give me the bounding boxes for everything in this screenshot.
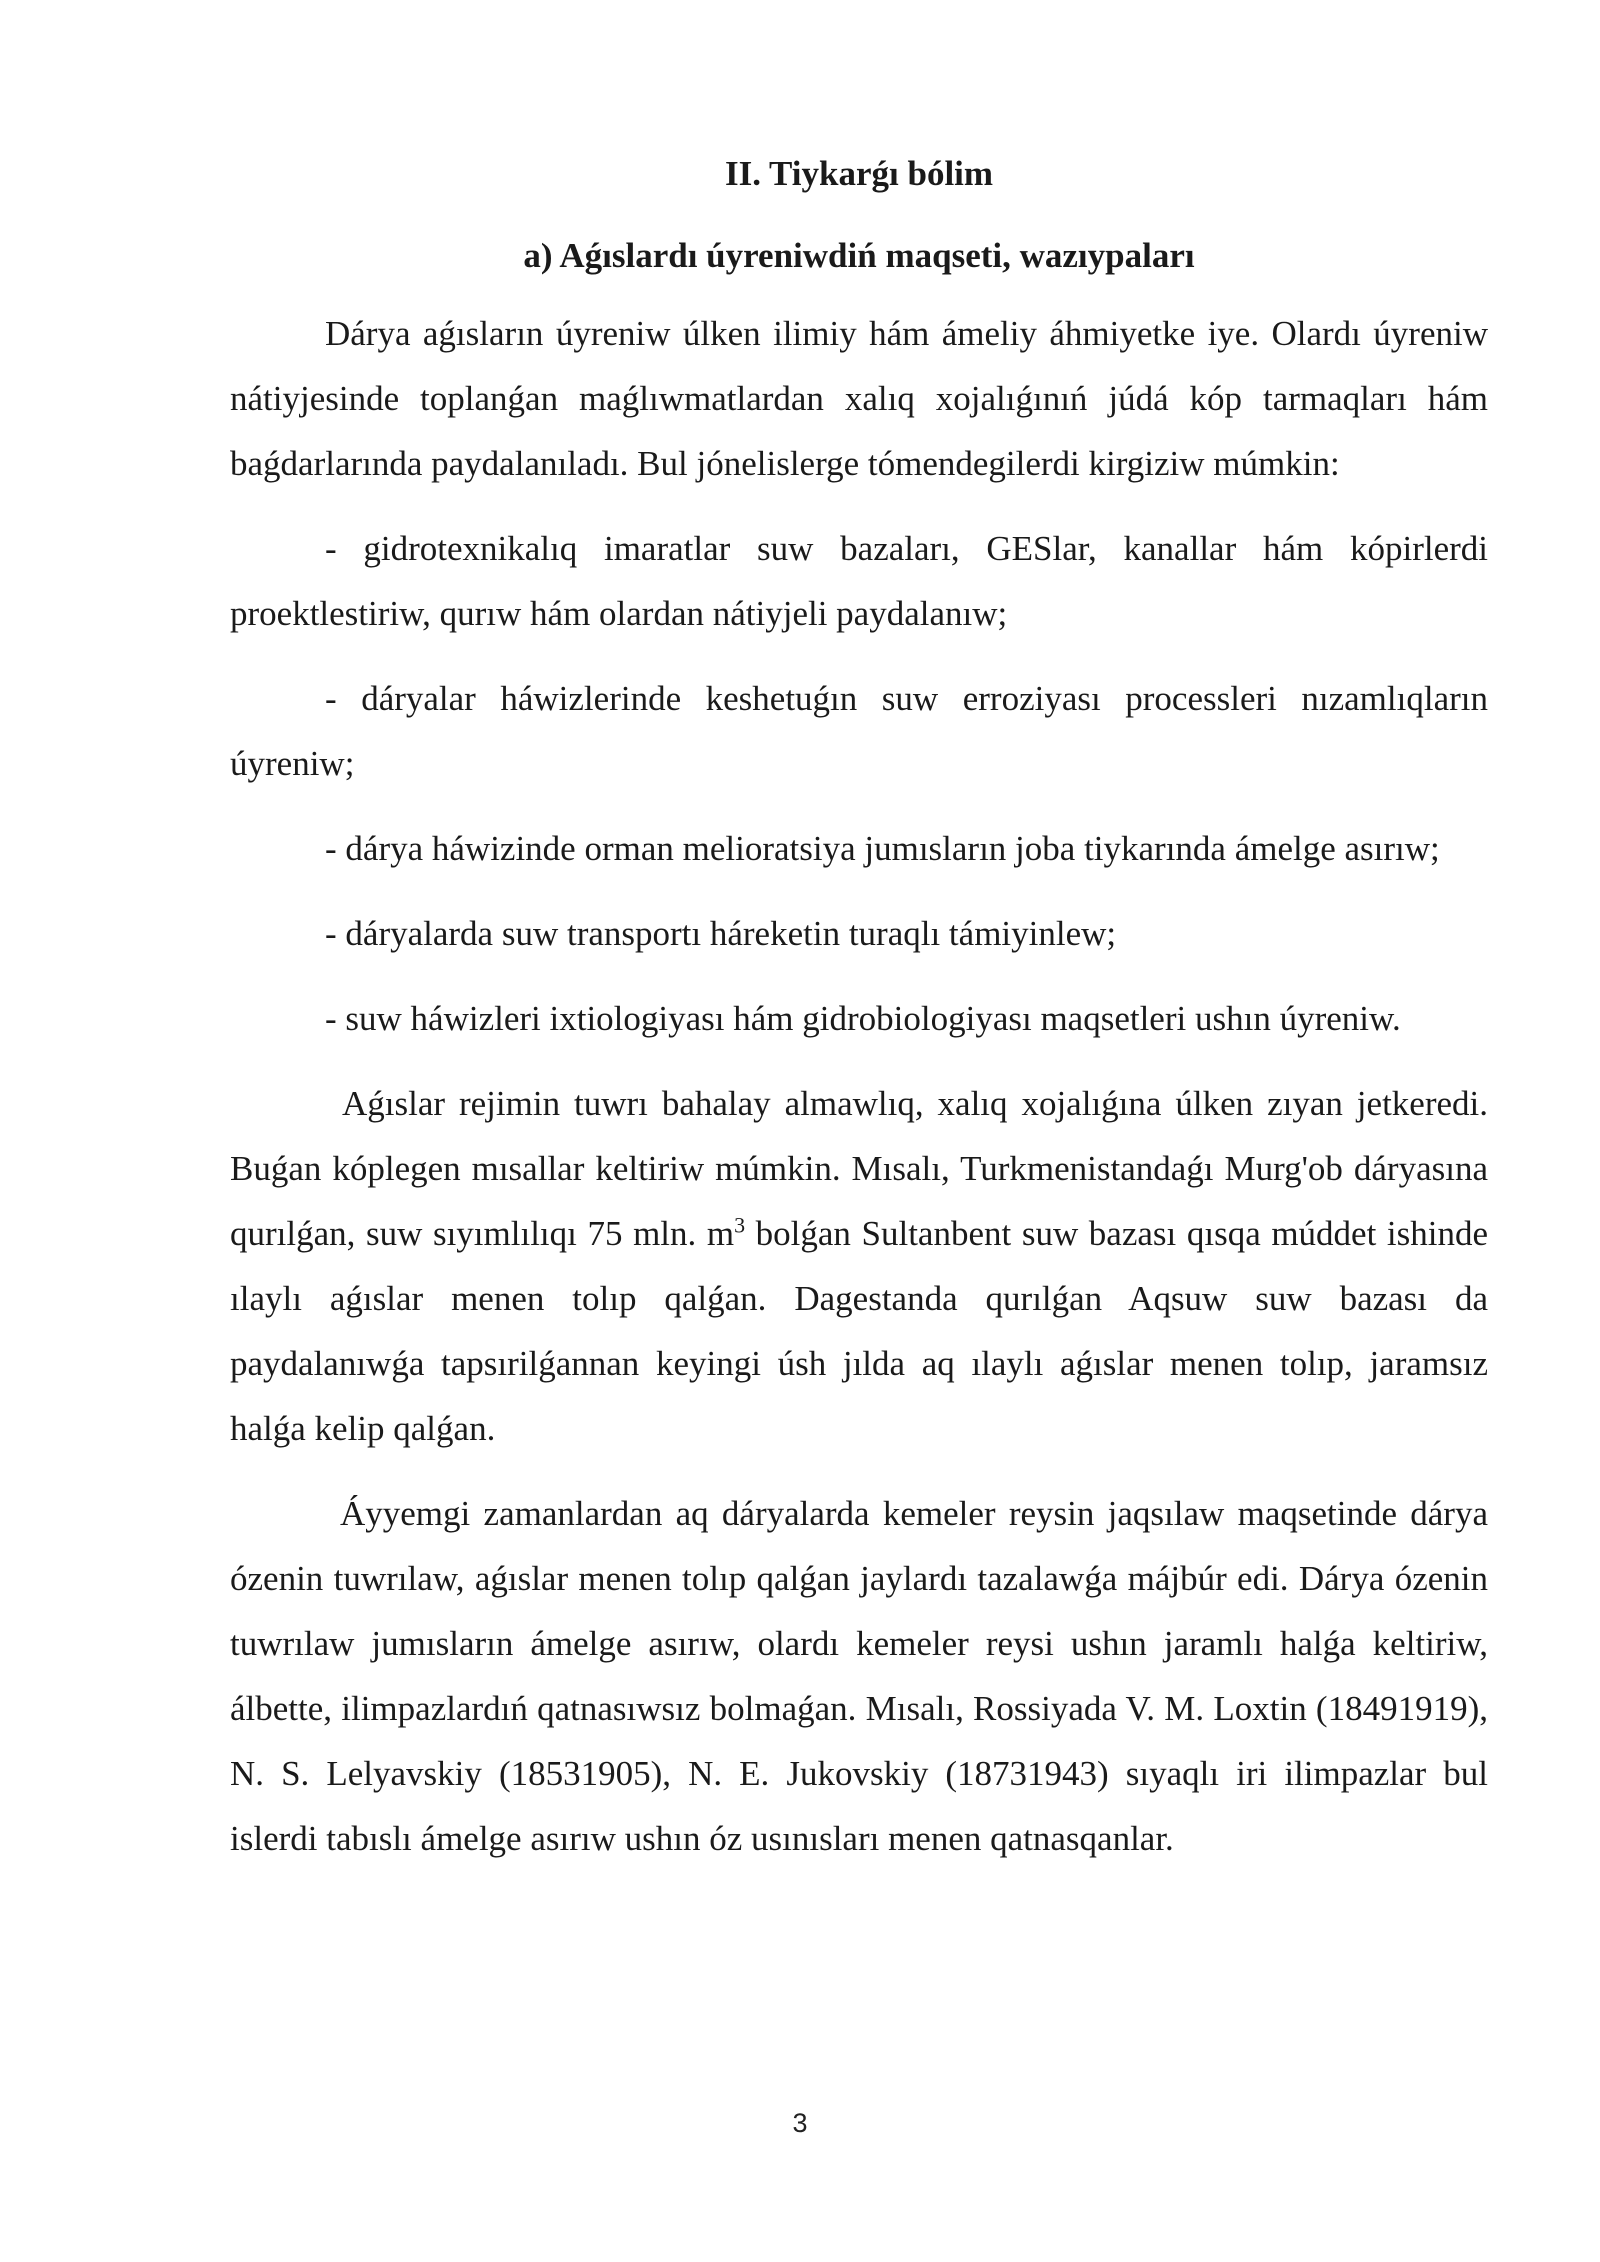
cubic-superscript: 3 [734,1212,746,1238]
section-title: II. Tiykarǵı bólim [724,154,994,193]
page-number: 3 [792,2108,808,2138]
bullet-item: - gidrotexnikalıq imaratlar suw bazaları, GESlar, kanallar hám kópirlerdi proektlestiriw, qurıw hám olardan nátiyjeli paydalanıw; [230,529,1488,633]
reservoir-text-start: Aǵıslar rejimin tuwrı bahalay almawlıq, xalıq xojalıǵına úlken zıyan jetkeredi. Buǵan kóplegen mısallar keltiriw múmkin. Mısalı, Turkmenistandaǵı Murg'ob dáryasına qurılǵan, suw sıyımlılıqı 75 mln. m [230,1084,1488,1253]
bullet-item: - dáryalar háwizlerinde keshetuǵın suw erroziyası processleri nızamlıqların úyreniw; [230,679,1488,783]
intro-paragraph: Dárya aǵısların úyreniw úlken ilimiy hám ámeliy áhmiyetke iye. Olardı úyreniw nátiyjesinde toplanǵan maǵlıwmatlardan xalıq xojalıǵınıń júdá kóp tarmaqları hám baǵdarlarında paydalanıladı. Bul jónelislerge tómendegilerdi kirgiziw múmkin: [230,314,1488,483]
bullet-item: - dárya háwizinde orman melioratsiya jumısların joba tiykarında ámelge asırıw; [325,829,1440,868]
history-paragraph: Áyyemgi zamanlardan aq dáryalarda kemeler reysin jaqsılaw maqsetinde dárya ózenin tuwrılaw, aǵıslar menen tolıp qalǵan jaylardı tazalawǵa májbúr edi. Dárya ózenin tuwrılaw jumısların ámelge asırıw, olardı kemeler reysi ushın jaramlı halǵa keltiriw, álbette, ilimpazlardıń qatnasıwsız bolmaǵan. Mısalı, Rossiyada V. M. Loxtin (18491919), N. S. Lelyavskiy (18531905), N. E. Jukovskiy (18731943) sıyaqlı iri ilimpazlar bul islerdi tabıslı ámelge asırıw ushın óz usınısları menen qatnasqanlar. [230,1494,1488,1858]
reservoir-paragraph [230,1071,1488,1461]
document-page [230,150,1488,1871]
subsection-title: a) Aǵıslardı úyreniwdiń maqseti, wazıypaları [523,236,1195,275]
reservoir-text-end: bolǵan Sultanbent suw bazası qısqa múddet ishinde ılaylı aǵıslar menen tolıp qalǵan. Dagestanda qurılǵan Aqsuw suw bazası da paydalanıwǵa tapsırilǵannan keyingi úsh jılda aq ılaylı aǵıslar menen tolıp, jaramsız halǵa kelip qalǵan. [230,1214,1488,1448]
bullet-item: - dáryalarda suw transportı háreketin turaqlı támiyinlew; [325,914,1117,953]
bullet-item: - suw háwizleri ixtiologiyası hám gidrobiologiyası maqsetleri ushın úyreniw. [325,999,1401,1038]
